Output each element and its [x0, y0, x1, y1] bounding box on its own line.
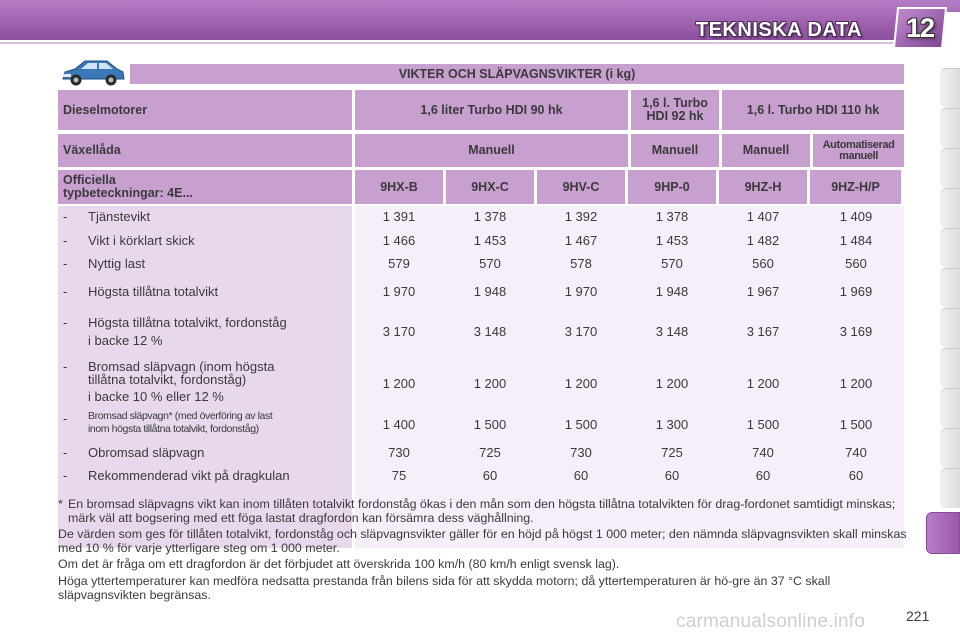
type-code: 9HV-C [537, 170, 625, 204]
row-label: Vikt i körklart skick [88, 233, 195, 248]
row-value: 570 [661, 256, 683, 271]
type-code: 9HX-B [355, 170, 443, 204]
row-value: 3 167 [746, 324, 780, 339]
row-label: Bromsad släpvagn (inom högsta [88, 359, 275, 374]
page-number: 221 [906, 608, 930, 624]
row-value: 1 391 [382, 209, 416, 224]
row-value: 578 [570, 256, 592, 271]
row-dash: - [63, 411, 68, 426]
row-value: 3 170 [564, 324, 598, 339]
chapter-tab[interactable] [940, 268, 960, 308]
gearbox-label: Växellåda [58, 134, 352, 167]
row-dash: - [63, 284, 68, 299]
row-value: 1 200 [655, 376, 689, 391]
row-value: 75 [391, 468, 407, 483]
row-value: 3 170 [382, 324, 416, 339]
row-value: 570 [479, 256, 501, 271]
row-value: 1 948 [655, 284, 689, 299]
type-code: 9HZ-H [719, 170, 807, 204]
row-label-continued: tillåtna totalvikt, fordonståg) [88, 372, 247, 387]
row-value: 1 409 [839, 209, 873, 224]
row-value: 560 [845, 256, 867, 271]
row-label: Obromsad släpvagn [88, 445, 205, 460]
row-value: 1 500 [564, 417, 598, 432]
car-icon [59, 57, 127, 87]
row-value: 60 [848, 468, 864, 483]
row-value: 3 169 [839, 324, 873, 339]
chapter-tab-active[interactable] [926, 512, 960, 554]
row-value: 730 [570, 445, 592, 460]
row-value: 725 [661, 445, 683, 460]
row-value: 1 300 [655, 417, 689, 432]
chapter-tab[interactable] [940, 148, 960, 188]
section-title: TEKNISKA DATA [695, 19, 862, 41]
row-value: 1 407 [746, 209, 780, 224]
row-value: 60 [482, 468, 498, 483]
row-label: Nyttig last [88, 256, 146, 271]
row-value: 1 948 [473, 284, 507, 299]
row-value: 1 970 [382, 284, 416, 299]
row-value: 1 200 [473, 376, 507, 391]
row-label: Tjänstevikt [88, 209, 151, 224]
chapter-tab[interactable] [940, 308, 960, 348]
row-label: Högsta tillåtna totalvikt [88, 284, 219, 299]
table-title: VIKTER OCH SLÄPVAGNSVIKTER (i kg) [130, 64, 904, 84]
row-value: 1 200 [746, 376, 780, 391]
type-code: 9HX-C [446, 170, 534, 204]
row-value: 1 482 [746, 233, 780, 248]
row-value: 1 200 [839, 376, 873, 391]
footnote-paragraph [58, 498, 908, 525]
row-value: 1 200 [382, 376, 416, 391]
row-label: Bromsad släpvagn* (med överföring av last [88, 410, 273, 422]
row-dash: - [63, 468, 68, 483]
chapter-tab[interactable] [940, 428, 960, 468]
footnote-star: * [58, 497, 63, 511]
row-value: 1 967 [746, 284, 780, 299]
row-value: 579 [388, 256, 410, 271]
row-value: 740 [845, 445, 867, 460]
gearbox-value: Automatiserad manuell [813, 134, 904, 167]
row-value: 1 453 [473, 233, 507, 248]
row-value: 1 466 [382, 233, 416, 248]
chapter-tab[interactable] [940, 468, 960, 508]
temperature-note: Höga yttertemperaturer kan medföra nedsatta prestanda från bilens sida för att skydda motorn; då yttertemperaturen är hö-gre än 37 °C skall släpvagnsvikten begränsas. [58, 573, 831, 602]
row-label-continued: i backe 12 % [88, 333, 163, 348]
row-label: Högsta tillåtna totalvikt, fordonståg [88, 315, 287, 330]
row-value: 740 [752, 445, 774, 460]
speed-note: Om det är fråga om ett dragfordon är det förbjudet att överskrida 100 km/h (80 km/h enligt svensk lag). [58, 557, 620, 572]
type-code: 9HZ-H/P [810, 170, 901, 204]
engine-row [58, 90, 904, 130]
chapter-tab[interactable] [940, 348, 960, 388]
row-value: 60 [664, 468, 680, 483]
row-value: 1 378 [655, 209, 689, 224]
gearbox-value: Manuell [631, 134, 719, 167]
gearbox-row [58, 134, 904, 167]
row-dash: - [63, 445, 68, 460]
row-value: 3 148 [473, 324, 507, 339]
row-value: 1 200 [564, 376, 598, 391]
row-value: 3 148 [655, 324, 689, 339]
row-value: 1 392 [564, 209, 598, 224]
row-value: 1 969 [839, 284, 873, 299]
row-value: 1 400 [382, 417, 416, 432]
altitude-note: De värden som ges för tillåten totalvikt, fordonståg och släpvagnsvikter gäller för en höjd på högst 1 000 meter; den nämnda släpvagnsvikten skall minskas med 10 % för varje ytterligare steg om 1 000 meter. [58, 527, 907, 555]
row-dash: - [63, 233, 68, 248]
engine-group: 1,6 l. Turbo HDI 92 hk [631, 90, 719, 130]
row-dash: - [63, 209, 68, 224]
type-code: 9HP-0 [628, 170, 716, 204]
gearbox-value: Manuell [355, 134, 628, 167]
row-value: 1 453 [655, 233, 689, 248]
engine-group: 1,6 l. Turbo HDI 110 hk [722, 90, 904, 130]
row-value: 1 467 [564, 233, 598, 248]
footnote-text: En bromsad släpvagns vikt kan inom tillåten totalvikt fordonståg ökas i den mån som den högsta tillåtna totalvikten för drag-fordonet samtidigt minskas; märk väl att bogsering med ett föga lastat dragfordon kan försämra dess väghållning. [68, 497, 896, 525]
row-value: 725 [479, 445, 501, 460]
type-code-row [58, 170, 904, 204]
row-dash: - [63, 256, 68, 271]
chapter-tab[interactable] [940, 68, 960, 108]
row-value: 60 [755, 468, 771, 483]
watermark: carmanualsonline.info [676, 611, 866, 632]
chapter-tab[interactable] [940, 388, 960, 428]
type-code-label: Officiella typbeteckningar: 4E... [58, 170, 352, 204]
chapter-tab[interactable] [940, 108, 960, 148]
row-value: 560 [752, 256, 774, 271]
row-label-continued: i backe 10 % eller 12 % [88, 389, 224, 404]
row-dash: - [63, 315, 68, 330]
row-value: 60 [573, 468, 589, 483]
chapter-tab[interactable] [940, 228, 960, 268]
row-value: 1 500 [839, 417, 873, 432]
engine-label: Dieselmotorer [58, 90, 352, 130]
row-label: Rekommenderad vikt på dragkulan [88, 468, 290, 483]
row-value: 1 970 [564, 284, 598, 299]
row-label-continued: inom högsta tillåtna totalvikt, fordonståg) [88, 423, 259, 435]
footnotes [58, 498, 908, 605]
gearbox-value: Manuell [722, 134, 810, 167]
chapter-tab-strip [926, 68, 960, 572]
chapter-tab[interactable] [940, 188, 960, 228]
row-dash: - [63, 359, 68, 374]
row-value: 1 500 [473, 417, 507, 432]
engine-group: 1,6 liter Turbo HDI 90 hk [355, 90, 628, 130]
row-value: 1 378 [473, 209, 507, 224]
row-value: 1 484 [839, 233, 873, 248]
row-value: 1 500 [746, 417, 780, 432]
header-band [0, 0, 960, 50]
chapter-badge: 12 [905, 12, 935, 43]
row-value: 730 [388, 445, 410, 460]
